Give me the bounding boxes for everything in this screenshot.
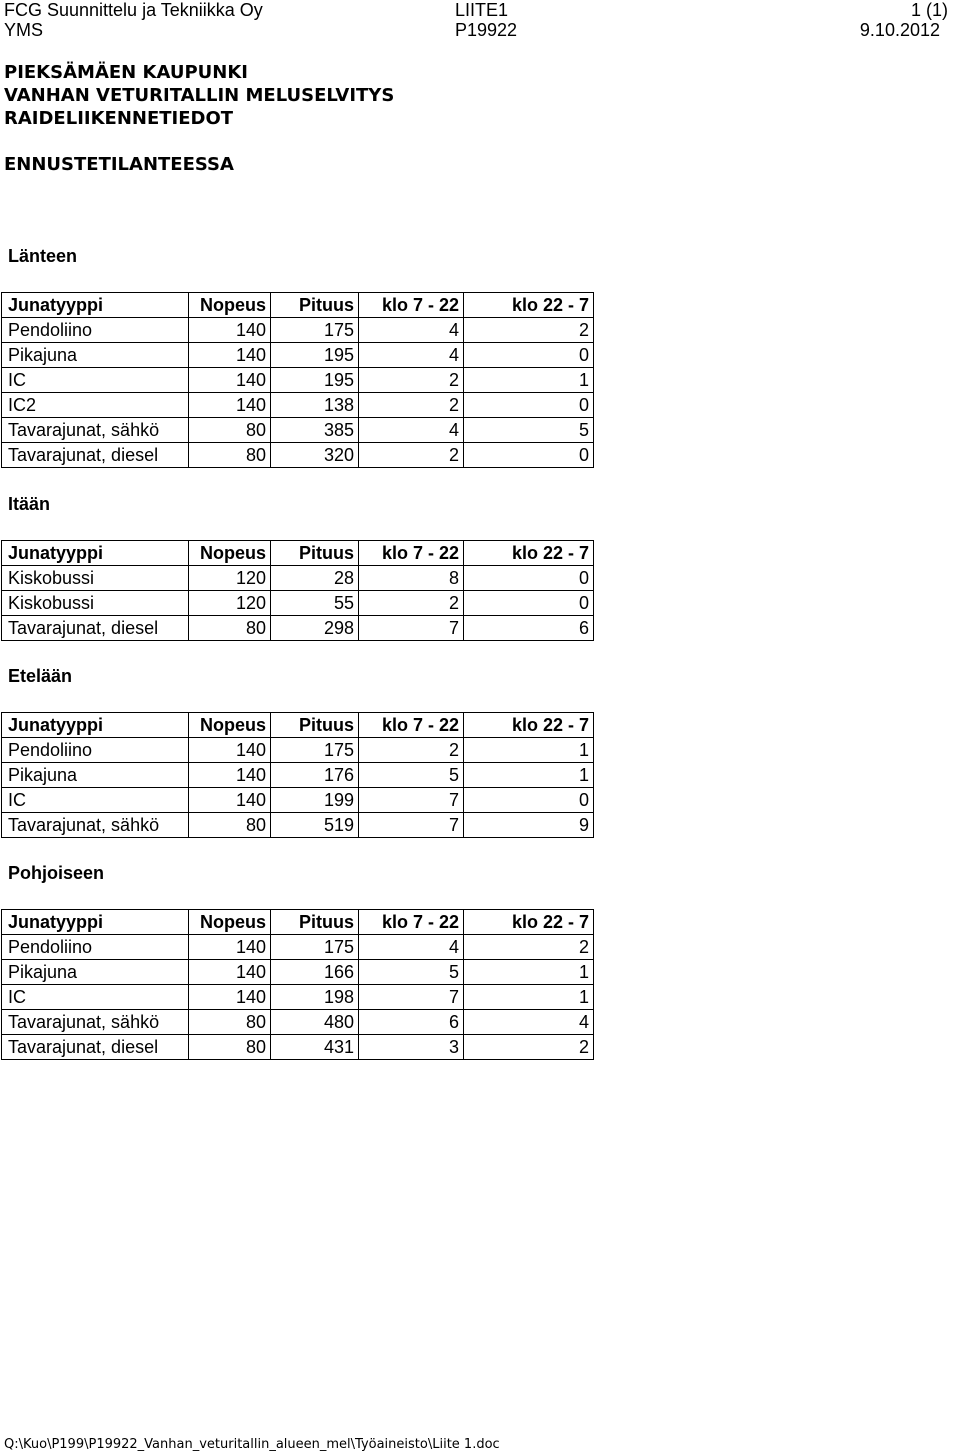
table-cell: 9 bbox=[464, 813, 594, 838]
table-cell: 2 bbox=[359, 368, 464, 393]
table-cell: 3 bbox=[359, 1035, 464, 1060]
table-cell: 431 bbox=[271, 1035, 359, 1060]
table-cell: 519 bbox=[271, 813, 359, 838]
column-header: Nopeus bbox=[189, 713, 271, 738]
table-row bbox=[2, 418, 594, 443]
table-cell: 5 bbox=[359, 960, 464, 985]
table-cell: 1 bbox=[464, 960, 594, 985]
table-cell: 4 bbox=[464, 1010, 594, 1035]
column-header: klo 7 - 22 bbox=[359, 541, 464, 566]
table-cell: 199 bbox=[271, 788, 359, 813]
table-cell: 2 bbox=[464, 935, 594, 960]
table-row bbox=[2, 738, 594, 763]
table-row bbox=[2, 343, 594, 368]
title-forecast: ENNUSTETILANTEESSA bbox=[4, 154, 234, 175]
column-header: Junatyyppi bbox=[2, 713, 189, 738]
table-cell: 0 bbox=[464, 443, 594, 468]
table-row bbox=[2, 1035, 594, 1060]
file-path-footer: Q:\Kuo\P199\P19922_Vanhan_veturitallin_alueen_mel\Työaineisto\Liite 1.doc bbox=[4, 1437, 500, 1452]
table-row bbox=[2, 788, 594, 813]
table-cell: 120 bbox=[189, 591, 271, 616]
table-cell: 80 bbox=[189, 418, 271, 443]
table-cell: 7 bbox=[359, 788, 464, 813]
table-cell: 0 bbox=[464, 393, 594, 418]
train-table bbox=[1, 909, 594, 1060]
table-cell: Tavarajunat, diesel bbox=[2, 616, 189, 641]
table-cell: IC2 bbox=[2, 393, 189, 418]
table-row bbox=[2, 443, 594, 468]
table-cell: 2 bbox=[464, 318, 594, 343]
department: YMS bbox=[4, 20, 44, 40]
table-cell: 1 bbox=[464, 368, 594, 393]
table-row bbox=[2, 368, 594, 393]
train-table bbox=[1, 540, 594, 641]
column-header: klo 7 - 22 bbox=[359, 293, 464, 318]
table-cell: 2 bbox=[464, 1035, 594, 1060]
table-cell: 195 bbox=[271, 343, 359, 368]
table-cell: 0 bbox=[464, 343, 594, 368]
table-cell: 4 bbox=[359, 935, 464, 960]
table-row bbox=[2, 566, 594, 591]
table-row bbox=[2, 813, 594, 838]
table-cell: 138 bbox=[271, 393, 359, 418]
table-cell: 55 bbox=[271, 591, 359, 616]
table-cell: 140 bbox=[189, 738, 271, 763]
table-cell: Kiskobussi bbox=[2, 566, 189, 591]
table-cell: 198 bbox=[271, 985, 359, 1010]
table-cell: 8 bbox=[359, 566, 464, 591]
table-cell: 175 bbox=[271, 738, 359, 763]
table-cell: 298 bbox=[271, 616, 359, 641]
table-row bbox=[2, 985, 594, 1010]
table-cell: 176 bbox=[271, 763, 359, 788]
table-row bbox=[2, 393, 594, 418]
table-cell: 0 bbox=[464, 591, 594, 616]
table-cell: 140 bbox=[189, 960, 271, 985]
table-cell: 320 bbox=[271, 443, 359, 468]
table-cell: 28 bbox=[271, 566, 359, 591]
column-header: Nopeus bbox=[189, 293, 271, 318]
attachment-label: LIITE1 bbox=[455, 0, 509, 20]
column-header: Junatyyppi bbox=[2, 910, 189, 935]
table-cell: 0 bbox=[464, 788, 594, 813]
table-cell: 120 bbox=[189, 566, 271, 591]
table-cell: 140 bbox=[189, 985, 271, 1010]
column-header: Pituus bbox=[271, 541, 359, 566]
table-cell: 7 bbox=[359, 985, 464, 1010]
section-title: Pohjoiseen bbox=[8, 863, 105, 883]
table-cell: Tavarajunat, sähkö bbox=[2, 1010, 189, 1035]
table-row bbox=[2, 935, 594, 960]
column-header: klo 22 - 7 bbox=[464, 910, 594, 935]
table-row bbox=[2, 318, 594, 343]
column-header: Junatyyppi bbox=[2, 293, 189, 318]
table-cell: 7 bbox=[359, 813, 464, 838]
table-cell: 140 bbox=[189, 393, 271, 418]
table-header-row bbox=[2, 713, 594, 738]
table-cell: 4 bbox=[359, 418, 464, 443]
table-cell: IC bbox=[2, 788, 189, 813]
table-cell: 80 bbox=[189, 616, 271, 641]
table-cell: Tavarajunat, diesel bbox=[2, 1035, 189, 1060]
table-cell: IC bbox=[2, 368, 189, 393]
train-table bbox=[1, 292, 594, 468]
page-number: 1 (1) bbox=[910, 0, 948, 20]
column-header: klo 22 - 7 bbox=[464, 293, 594, 318]
table-cell: 6 bbox=[464, 616, 594, 641]
table-cell: Pendoliino bbox=[2, 935, 189, 960]
table-cell: 140 bbox=[189, 318, 271, 343]
section-title: Itään bbox=[8, 494, 51, 514]
title-traffic-data: RAIDELIIKENNETIEDOT bbox=[4, 108, 234, 129]
table-cell: 6 bbox=[359, 1010, 464, 1035]
table-row bbox=[2, 591, 594, 616]
table-cell: 4 bbox=[359, 343, 464, 368]
table-header-row bbox=[2, 293, 594, 318]
table-cell: 2 bbox=[359, 393, 464, 418]
table-cell: 140 bbox=[189, 343, 271, 368]
train-table bbox=[1, 712, 594, 838]
section-title: Länteen bbox=[8, 246, 78, 266]
table-cell: 4 bbox=[359, 318, 464, 343]
column-header: Nopeus bbox=[189, 541, 271, 566]
table-cell: 2 bbox=[359, 591, 464, 616]
table-cell: 195 bbox=[271, 368, 359, 393]
column-header: Nopeus bbox=[189, 910, 271, 935]
table-cell: 80 bbox=[189, 813, 271, 838]
table-cell: 140 bbox=[189, 935, 271, 960]
table-cell: Pendoliino bbox=[2, 738, 189, 763]
table-cell: 140 bbox=[189, 368, 271, 393]
table-cell: 1 bbox=[464, 738, 594, 763]
column-header: klo 22 - 7 bbox=[464, 713, 594, 738]
table-cell: 166 bbox=[271, 960, 359, 985]
table-cell: IC bbox=[2, 985, 189, 1010]
table-cell: Pikajuna bbox=[2, 763, 189, 788]
title-city: PIEKSÄMÄEN KAUPUNKI bbox=[4, 62, 248, 83]
table-cell: 5 bbox=[359, 763, 464, 788]
table-cell: 140 bbox=[189, 788, 271, 813]
company-name: FCG Suunnittelu ja Tekniikka Oy bbox=[4, 0, 263, 20]
table-cell: Tavarajunat, diesel bbox=[2, 443, 189, 468]
table-row bbox=[2, 763, 594, 788]
table-cell: 385 bbox=[271, 418, 359, 443]
table-cell: 7 bbox=[359, 616, 464, 641]
column-header: Pituus bbox=[271, 910, 359, 935]
column-header: Pituus bbox=[271, 713, 359, 738]
table-cell: 140 bbox=[189, 763, 271, 788]
table-cell: Pikajuna bbox=[2, 960, 189, 985]
section-title: Etelään bbox=[8, 666, 73, 686]
table-cell: Pikajuna bbox=[2, 343, 189, 368]
table-cell: 175 bbox=[271, 935, 359, 960]
table-cell: 0 bbox=[464, 566, 594, 591]
column-header: klo 7 - 22 bbox=[359, 910, 464, 935]
table-cell: 2 bbox=[359, 443, 464, 468]
column-header: klo 7 - 22 bbox=[359, 713, 464, 738]
table-cell: 1 bbox=[464, 985, 594, 1010]
table-cell: 175 bbox=[271, 318, 359, 343]
table-row bbox=[2, 1010, 594, 1035]
project-number: P19922 bbox=[455, 20, 518, 40]
table-cell: 5 bbox=[464, 418, 594, 443]
column-header: klo 22 - 7 bbox=[464, 541, 594, 566]
table-cell: 80 bbox=[189, 1035, 271, 1060]
table-cell: Kiskobussi bbox=[2, 591, 189, 616]
table-cell: 1 bbox=[464, 763, 594, 788]
table-header-row bbox=[2, 910, 594, 935]
table-row bbox=[2, 960, 594, 985]
table-cell: 480 bbox=[271, 1010, 359, 1035]
title-report: VANHAN VETURITALLIN MELUSELVITYS bbox=[4, 85, 395, 106]
column-header: Pituus bbox=[271, 293, 359, 318]
table-cell: Pendoliino bbox=[2, 318, 189, 343]
table-cell: Tavarajunat, sähkö bbox=[2, 813, 189, 838]
table-cell: Tavarajunat, sähkö bbox=[2, 418, 189, 443]
table-cell: 80 bbox=[189, 443, 271, 468]
table-row bbox=[2, 616, 594, 641]
column-header: Junatyyppi bbox=[2, 541, 189, 566]
table-cell: 2 bbox=[359, 738, 464, 763]
document-date: 9.10.2012 bbox=[859, 20, 940, 40]
table-cell: 80 bbox=[189, 1010, 271, 1035]
table-header-row bbox=[2, 541, 594, 566]
